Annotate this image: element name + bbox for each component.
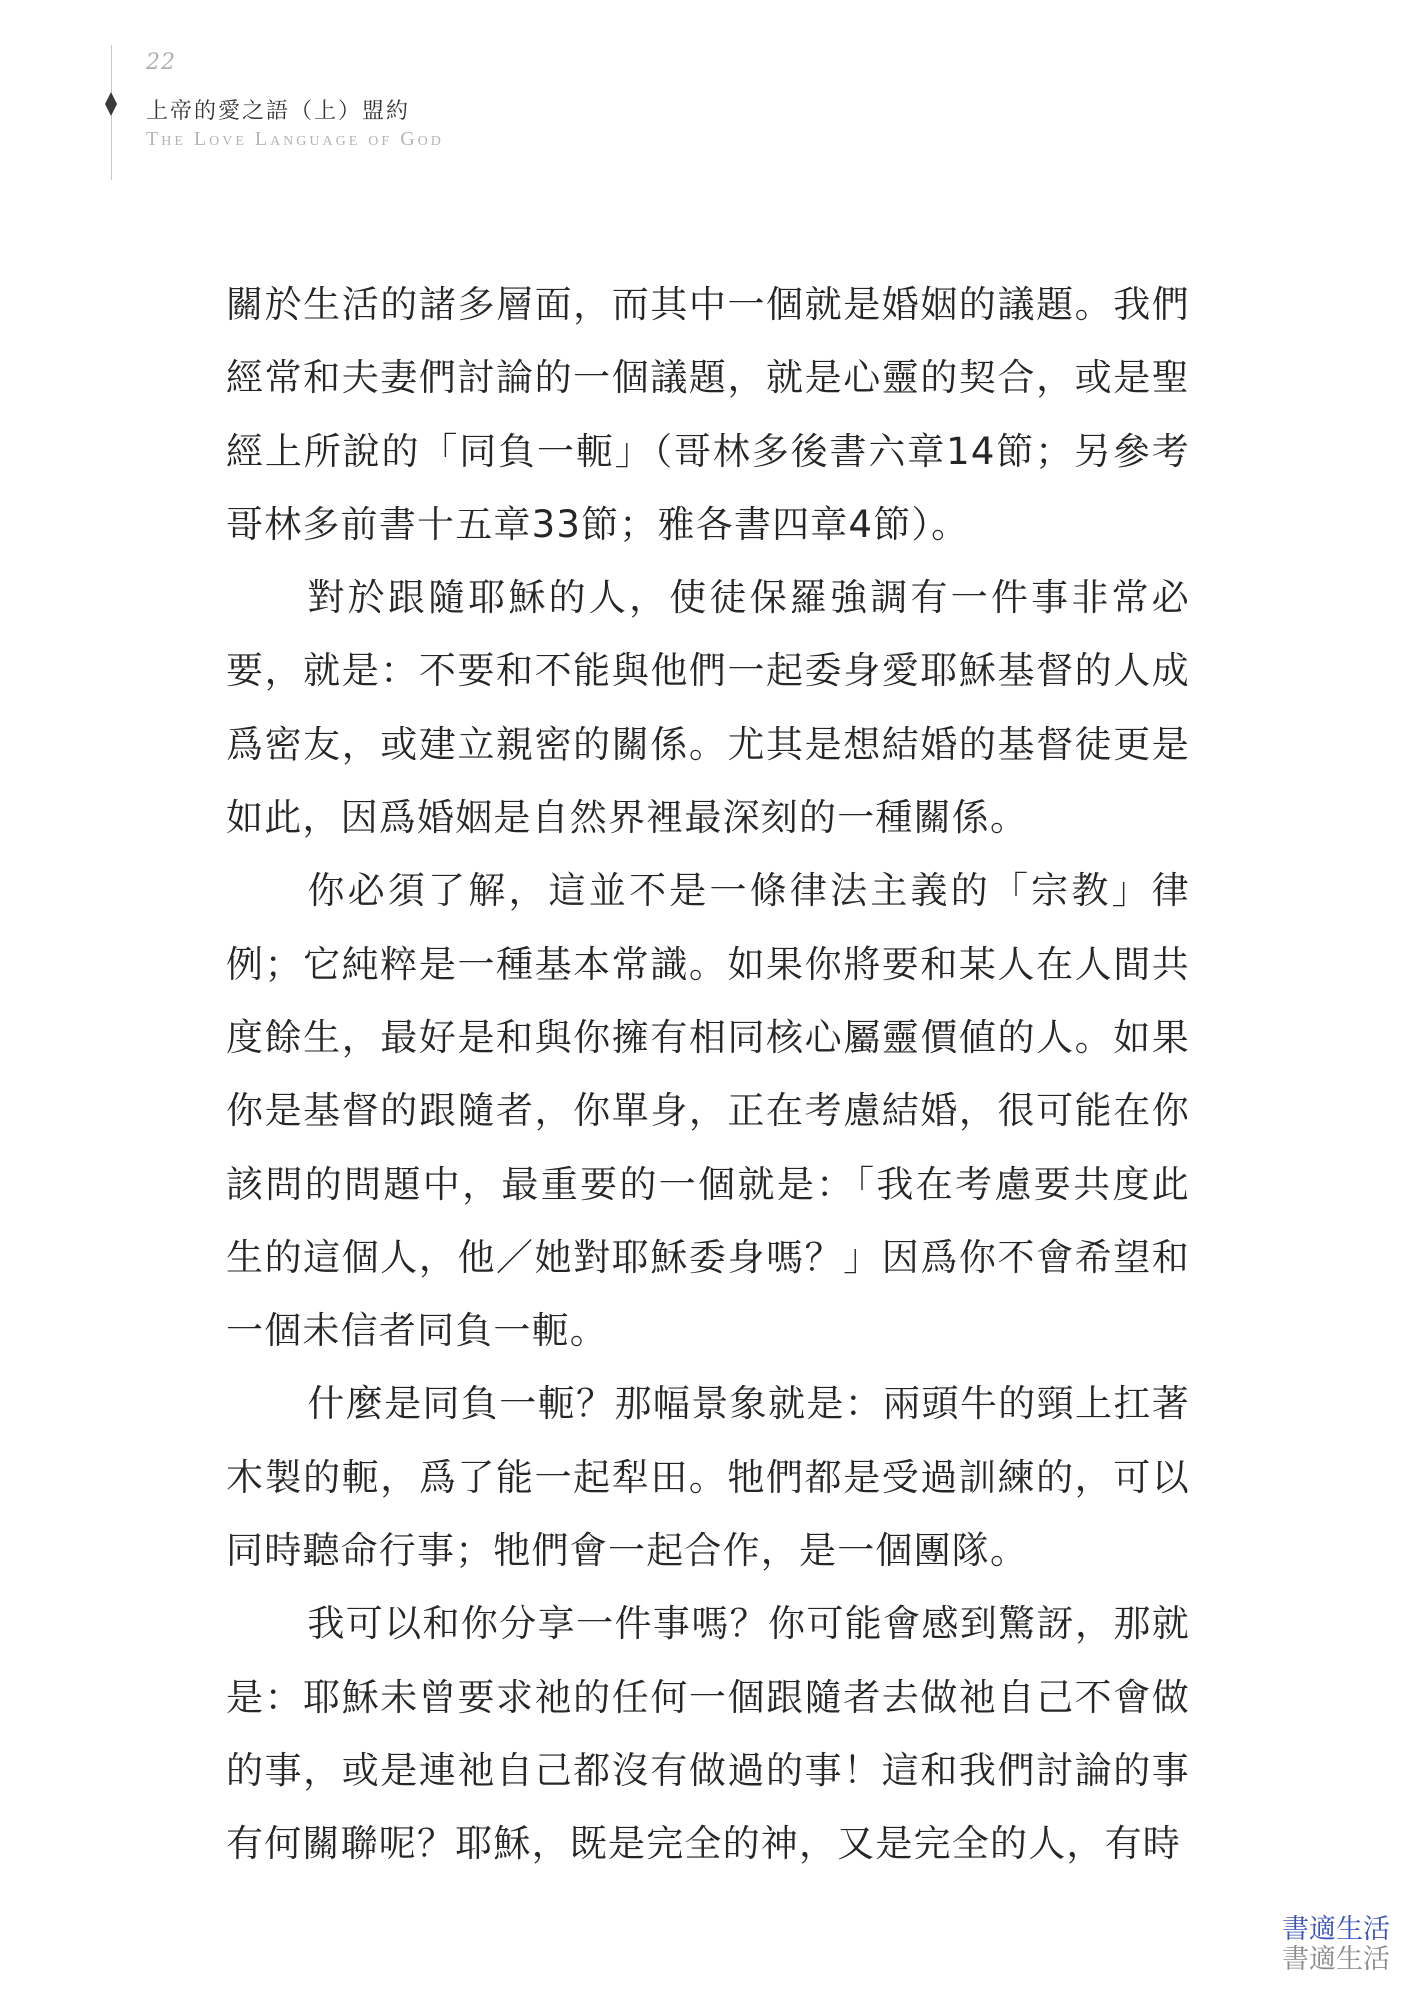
paragraph: 我可以和你分享一件事嗎？你可能會感到驚訝，那就是：耶穌未曾要求祂的任何一個跟隨者去做祂自己不會做的事，或是連祂自己都沒有做過的事！這和我們討論的事有何關聯呢？耶穌，既是完全的神，又是完全的人，有時 [226, 1602, 1190, 1866]
running-header [0, 0, 700, 190]
book-title: 上帝的愛之語（上）盟約 [146, 99, 411, 124]
watermark-line-blue: 書適生活 [1282, 1914, 1390, 1945]
body-text [226, 268, 1190, 1881]
paragraph-continued: 關於生活的諸多層面，而其中一個就是婚姻的議題。我們經常和夫妻們討論的一個議題，就是心靈的契合，或是聖經上所說的「同負一軛」（哥林多後書六章14節；另參考哥林多前書十五章33節；雅各書四章4節）。 [226, 283, 1190, 546]
watermark-line-gray: 書適生活 [1282, 1944, 1390, 1975]
paragraph: 對於跟隨耶穌的人，使徒保羅強調有一件事非常必要，就是：不要和不能與他們一起委身愛耶穌基督的人成爲密友，或建立親密的關係。尤其是想結婚的基督徒更是如此，因爲婚姻是自然界裡最深刻的一種關係。 [226, 576, 1190, 840]
book-subtitle: The Love Language of God [146, 128, 444, 150]
paragraph: 你必須了解，這並不是一條律法主義的「宗教」律例；它純粹是一種基本常識。如果你將要和某人在人間共度餘生，最好是和與你擁有相同核心屬靈價値的人。如果你是基督的跟隨者，你單身，正在考慮結婚，很可能在你該問的問題中，最重要的一個就是：「我在考慮要共度此生的這個人，他／她對耶穌委身嗎？」因爲你不會希望和一個未信者同負一軛。 [226, 869, 1190, 1353]
paragraph: 什麼是同負一軛？那幅景象就是：兩頭牛的頸上扛著木製的軛，爲了能一起犁田。牠們都是受過訓練的，可以同時聽命行事；牠們會一起合作，是一個團隊。 [226, 1382, 1190, 1573]
diamond-ornament-icon [105, 92, 117, 116]
page-number: 22 [146, 50, 176, 75]
publisher-watermark [1230, 1915, 1390, 1975]
